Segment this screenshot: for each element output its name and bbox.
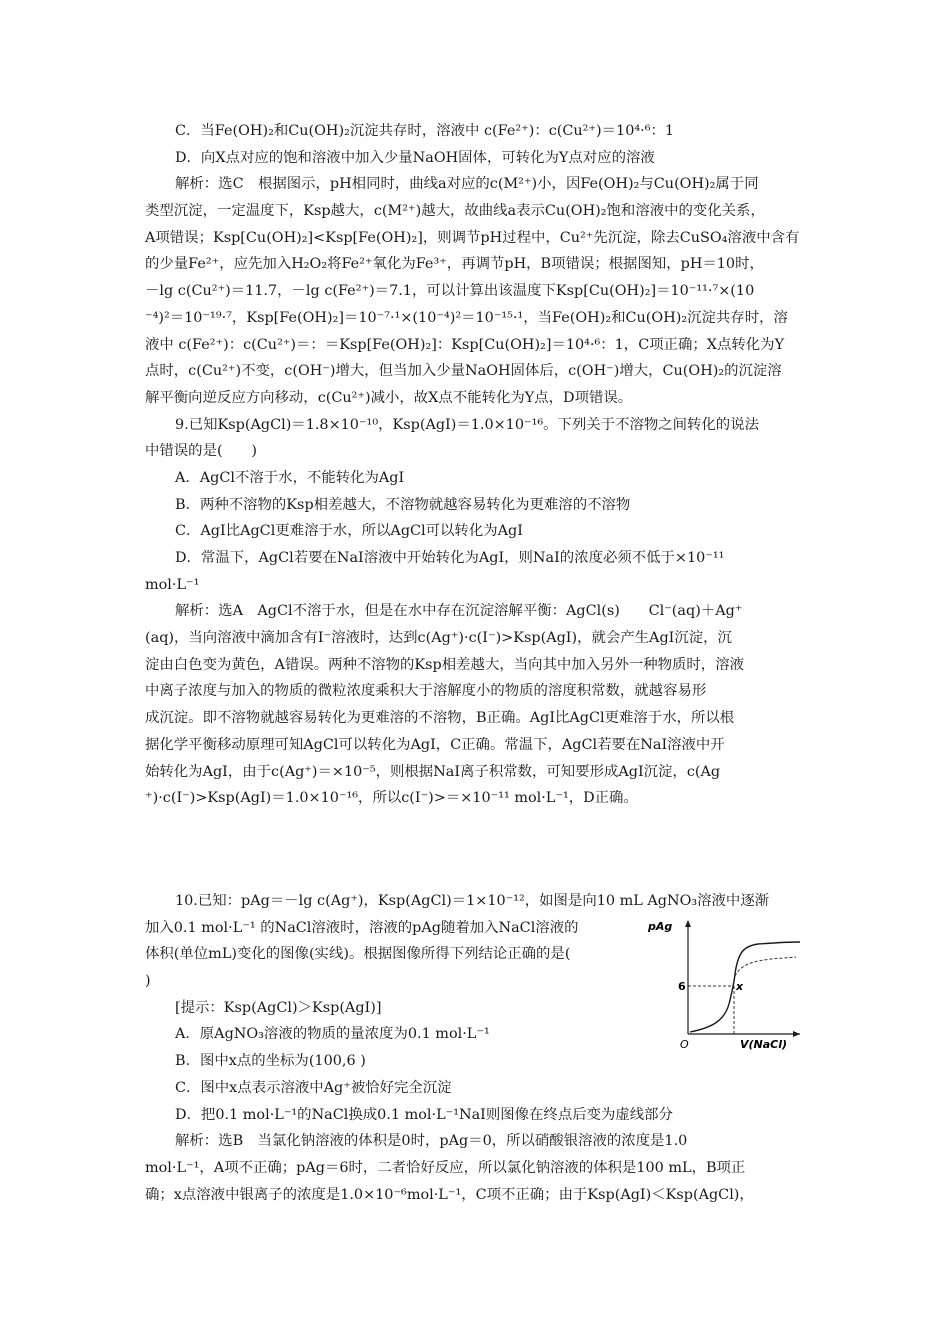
titration-curve-figure	[640, 914, 800, 1054]
question-10-stem: 加入0.1 mol·L⁻¹ 的NaCl溶液时，溶液的pAg随着加入NaCl溶液的	[145, 919, 579, 936]
analysis-line: ⁺)·c(I⁻)>Ksp(AgI)＝1.0×10⁻¹⁶，所以c(I⁻)>＝×10⁻¹¹ mol·L⁻¹，D正确。	[145, 790, 638, 807]
option-a-line: A．AgCl不溶于水，不能转化为AgI	[175, 469, 405, 486]
option-b-line: B．两种不溶物的Ksp相差越大，不溶物就越容易转化为更难溶的不溶物	[175, 496, 631, 513]
y-axis-label: pAg	[648, 920, 673, 933]
option-c-line: C．当Fe(OH)₂和Cu(OH)₂沉淀共存时，溶液中 c(Fe²⁺)：c(Cu²⁺)＝10⁴·⁶：1	[175, 123, 675, 139]
option-d-line: D．把0.1 mol·L⁻¹的NaCl换成0.1 mol·L⁻¹NaI则图像在终点后变为虚线部分	[175, 1106, 673, 1123]
question-10-stem: 体积(单位mL)变化的图像(实线)。根据图像所得下列结论正确的是(	[145, 946, 571, 963]
origin-label: O	[680, 1038, 689, 1051]
y-axis	[685, 920, 691, 1034]
tick-label-6: 6	[678, 980, 686, 993]
option-d-line: D．向X点对应的饱和溶液中加入少量NaOH固体，可转化为Y点对应的溶液	[175, 149, 655, 166]
text-block-upper	[145, 118, 810, 812]
question-9-stem: 9.已知Ksp(AgCl)＝1.8×10⁻¹⁰，Ksp(AgI)＝1.0×10⁻¹⁶。下列关于不溶物之间转化的说法	[175, 416, 759, 433]
question-10-stem: )	[145, 973, 151, 990]
solid-curve	[690, 942, 800, 1032]
option-d-line: mol·L⁻¹	[145, 576, 200, 593]
analysis-line: ⁻⁴)²＝10⁻¹⁹·⁷，Ksp[Fe(OH)₂]＝10⁻⁷·¹×(10⁻⁴)²＝10⁻¹⁵·¹，当Fe(OH)₂和Cu(OH)₂沉淀共存时，溶	[145, 309, 788, 326]
analysis-line: 始转化为AgI，由于c(Ag⁺)＝×10⁻⁵，则根据NaI离子积常数，可知要形成AgI沉淀，c(Ag	[145, 763, 721, 780]
analysis-line: 的少量Fe²⁺，应先加入H₂O₂将Fe²⁺氧化为Fe³⁺，再调节pH，B项错误；根据图知，pH＝10时，	[145, 256, 764, 273]
analysis-line: 中离子浓度与加入的物质的微粒浓度乘积大于溶解度小的物质的溶度积常数，就越容易形	[145, 683, 707, 700]
analysis-line: 淀由白色变为黄色，A错误。两种不溶物的Ksp相差越大，当向其中加入另外一种物质时，溶液	[145, 656, 744, 673]
analysis-line: (aq)，当向溶液中滴加含有I⁻溶液时，达到c(Ag⁺)·c(I⁻)>Ksp(AgI)，就会产生AgI沉淀，沉	[145, 630, 732, 647]
x-axis	[688, 1031, 800, 1037]
option-c-line: C．AgI比AgCl更难溶于水，所以AgCl可以转化为AgI	[175, 523, 523, 540]
analysis-line: 解析：选C 根据图示，pH相同时，曲线a对应的c(M²⁺)小，因Fe(OH)₂与Cu(OH)₂属于同	[175, 176, 759, 193]
analysis-line: 液中 c(Fe²⁺)：c(Cu²⁺)＝：＝Ksp[Fe(OH)₂]：Ksp[Cu(OH)₂]＝10⁴·⁶：1，C项正确；X点转化为Y	[145, 336, 785, 353]
dashed-curve	[735, 957, 796, 976]
hint-line: [提示：Ksp(AgCl)＞Ksp(AgI)]	[175, 999, 382, 1016]
analysis-line: A项错误；Ksp[Cu(OH)₂]<Ksp[Fe(OH)₂]，则调节pH过程中，Cu²⁺先沉淀，除去CuSO₄溶液中含有	[145, 229, 800, 246]
analysis-line: 解平衡向逆反应方向移动，c(Cu²⁺)减小，故X点不能转化为Y点，D项错误。	[145, 389, 633, 406]
analysis-line: 点时，c(Cu²⁺)不变，c(OH⁻)增大，但当加入少量NaOH固体后，c(OH⁻)增大，Cu(OH)₂的沉淀溶	[145, 363, 782, 380]
option-d-line: D．常温下，AgCl若要在NaI溶液中开始转化为AgI，则NaI的浓度必须不低于×10⁻¹¹	[175, 550, 725, 566]
option-c-line: C．图中x点表示溶液中Ag⁺被恰好完全沉淀	[175, 1079, 452, 1096]
analysis-line: 类型沉淀，一定温度下，Ksp越大，c(M²⁺)越大，故曲线a表示Cu(OH)₂饱和溶液中的变化关系，	[145, 203, 765, 220]
analysis-line: 确；x点溶液中银离子的浓度是1.0×10⁻⁶mol·L⁻¹，C项不正确；由于Ksp(AgI)＜Ksp(AgCl)，	[145, 1186, 754, 1203]
question-10-stem: 10.已知：pAg＝－lg c(Ag⁺)，Ksp(AgCl)＝1×10⁻¹²，如图是向10 mL AgNO₃溶液中逐渐	[175, 893, 770, 909]
question-9-stem: 中错误的是( )	[145, 443, 257, 460]
analysis-line: 解析：选B 当氯化钠溶液的体积是0时，pAg＝0，所以硝酸银溶液的浓度是1.0	[175, 1133, 688, 1150]
option-b-line: B．图中x点的坐标为(100,6 )	[175, 1053, 366, 1070]
analysis-line: mol·L⁻¹，A项不正确；pAg＝6时，二者恰好反应，所以氯化钠溶液的体积是100 mL，B项正	[145, 1159, 746, 1176]
point-x-label: x	[736, 980, 744, 993]
option-a-line: A．原AgNO₃溶液的物质的量浓度为0.1 mol·L⁻¹	[175, 1026, 490, 1043]
x-axis-label: V(NaCl)	[740, 1038, 788, 1051]
analysis-line: 据化学平衡移动原理可知AgCl可以转化为AgI，C正确。常温下，AgCl若要在NaI溶液中开	[145, 736, 725, 753]
analysis-line: 解析：选A AgCl不溶于水，但是在水中存在沉淀溶解平衡：AgCl(s) Cl⁻(aq)＋Ag⁺	[175, 603, 743, 620]
analysis-line: －lg c(Cu²⁺)＝11.7，－lg c(Fe²⁺)＝7.1，可以计算出该温度下Ksp[Cu(OH)₂]＝10⁻¹¹·⁷×(10	[145, 283, 755, 300]
analysis-line: 成沉淀。即不溶物就越容易转化为更难溶的不溶物，B正确。AgI比AgCl更难溶于水，所以根	[145, 710, 735, 727]
